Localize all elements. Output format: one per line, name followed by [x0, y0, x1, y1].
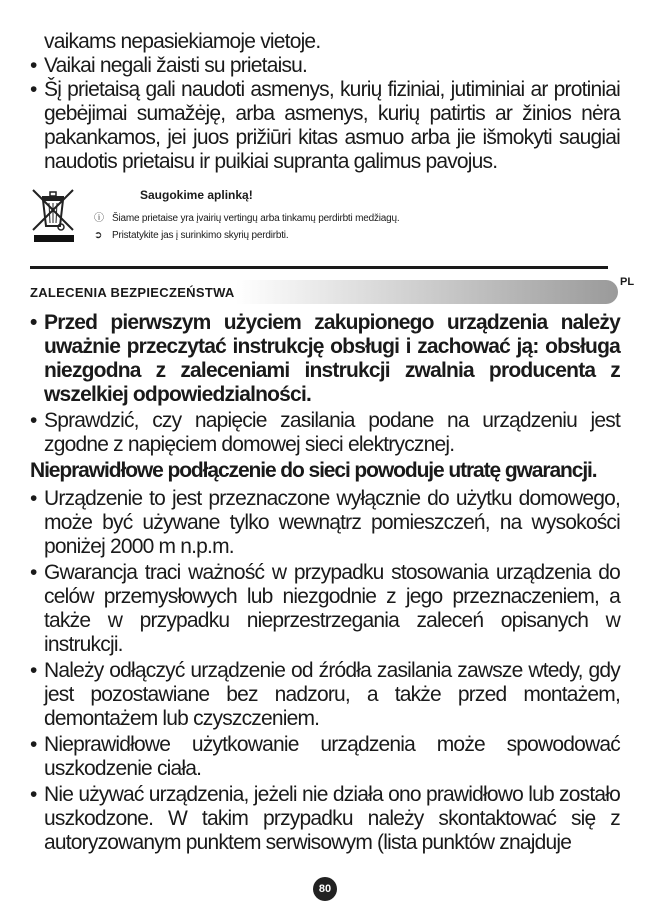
environment-line-2-text: Pristatykite jas į surinkimo skyrių perdirbti. — [112, 230, 289, 241]
page-number: 80 — [313, 877, 337, 901]
info-circle-icon: ⓘ — [94, 213, 104, 224]
crossed-out-bin-icon — [30, 186, 78, 242]
pl-bullet-misuse: • Nieprawidłowe użytkowanie urządzenia może spowodować uszkodzenie ciała. — [30, 733, 620, 781]
pl-bullet-voltage: • Sprawdzić, czy napięcie zasilania podane na urządzeniu jest zgodne z napięciem domowej sieci elektrycznej. — [30, 409, 620, 457]
environment-line-1 — [94, 209, 399, 224]
pl-bullet-warranty: • Gwarancja traci ważność w przypadku stosowania urządzenia do celów przemysłowych lub niezgodnie z jego przeznaczeniem, a także w przypadku nieprzestrzegania zaleceń opisanych w instrukcji. — [30, 561, 620, 657]
pl-bullet-domestic-use: • Urządzenie to jest przeznaczone wyłącznie do użytku domowego, może być używane tylko wewnątrz pomieszczeń, na wysokości poniżej 2000 m n.p.m. — [30, 487, 620, 559]
divider-rule — [30, 266, 608, 269]
environment-line-2 — [94, 230, 288, 241]
lt-bullet-children: • Vaikai negali žaisti su prietaisu. — [30, 54, 620, 78]
arrow-right-icon: ➲ — [94, 230, 103, 241]
section-title: ZALECENIA BEZPIECZEŃSTWA — [30, 285, 235, 300]
continued-line: vaikams nepasiekiamoje vietoje. — [44, 30, 321, 53]
pl-bullet-damaged: • Nie używać urządzenia, jeżeli nie działa ono prawidłowo lub zostało uszkodzone. W takim przypadku należy skontaktować się z autoryzowanym punktem serwisowym (lista punktów znajduje — [30, 783, 620, 855]
language-tag: PL — [620, 276, 635, 288]
warranty-warning: Nieprawidłowe podłączenie do sieci powoduje utratę gwarancji. — [30, 459, 597, 482]
polish-safety-text — [30, 311, 620, 857]
environment-line-1-text: Šiame prietaise yra įvairių vertingų arba tinkamų perdirbti medžiagų. — [112, 213, 400, 224]
lt-bullet-supervision: • Šį prietaisą gali naudoti asmenys, kurių fiziniai, jutiminiai ar protiniai gebėjimai sumažėję, arba asmenys, kurių patirtis ar žinios nėra pakankamos, jei juos prižiūri kitas asmuo arba jie išmokyti saugiai naudotis prietaisu ir puikiai supranta galimus pavojus. — [30, 78, 620, 174]
environment-title: Saugokime aplinką! — [140, 188, 253, 202]
environment-notice — [30, 184, 620, 254]
lithuanian-safety-text — [30, 30, 620, 174]
pl-bullet-unplug: • Należy odłączyć urządzenie od źródła zasilania zawsze wtedy, gdy jest pozostawiane bez nadzoru, a także przed montażem, demontażem lub czyszczeniem. — [30, 659, 620, 731]
pl-bullet-read-manual: • Przed pierwszym użyciem zakupionego urządzenia należy uważnie przeczytać instrukcję obsługi i zachować ją: obsługa niezgodna z zaleceniami instrukcji zwalnia producenta z wszelkiej odpowiedzialności. — [30, 311, 620, 407]
